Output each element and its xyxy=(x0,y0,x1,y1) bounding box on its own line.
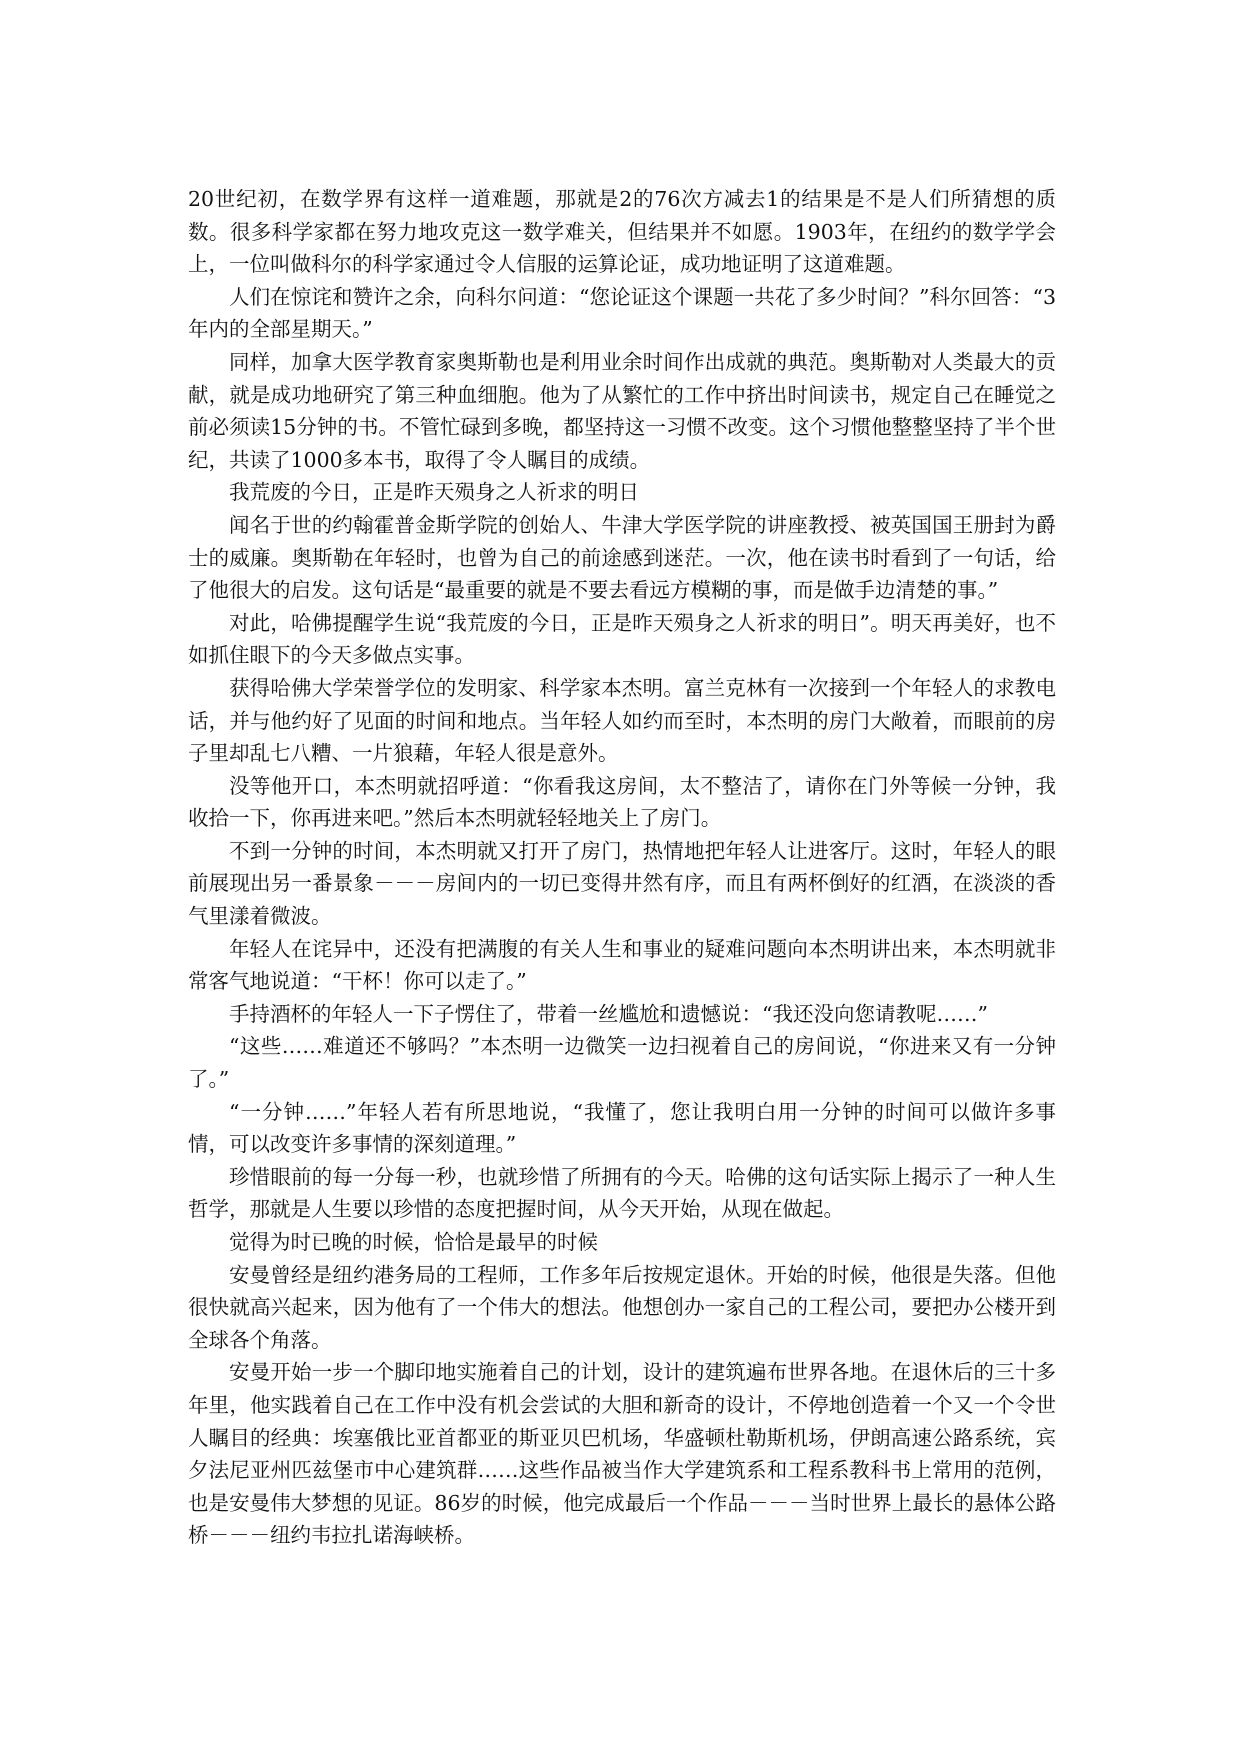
section-heading-1: 我荒废的今日，正是昨天殒身之人祈求的明日 xyxy=(229,480,639,505)
paragraph-1: 20世纪初，在数学界有这样一道难题，那就是2的76次方减去1的结果是不是人们所猜想的质数。很多科学家都在努力地攻克这一数学难关，但结果并不如愿。1903年，在纽约的数学学会上，一位叫做科尔的科学家通过令人信服的运算论证，成功地证明了这道难题。 xyxy=(188,187,1056,277)
paragraph-13: “一分钟……”年轻人若有所思地说，“我懂了，您让我明白用一分钟的时间可以做许多事情，可以改变许多事情的深刻道理。” xyxy=(188,1099,1056,1157)
paragraph-2: 人们在惊诧和赞许之余，向科尔问道：“您论证这个课题一共花了多少时间？”科尔回答：“3年内的全部星期天。” xyxy=(188,284,1056,342)
paragraph-6: 对此，哈佛提醒学生说“我荒废的今日，正是昨天殒身之人祈求的明日”。明天再美好，也不如抓住眼下的今天多做点实事。 xyxy=(188,610,1056,668)
paragraph-17: 安曼开始一步一个脚印地实施着自己的计划，设计的建筑遍布世界各地。在退休后的三十多年里，他实践着自己在工作中没有机会尝试的大胆和新奇的设计，不停地创造着一个又一个令世人瞩目的经典：埃塞俄比亚首都亚的斯亚贝巴机场，华盛顿杜勒斯机场，伊朗高速公路系统，宾夕法尼亚州匹兹堡市中心建筑群……这些作品被当作大学建筑系和工程系教科书上常用的范例，也是安曼伟大梦想的见证。86岁的时候，他完成最后一个作品－－－当时世界上最长的悬体公路桥－－－纽约韦拉扎诺海峡桥。 xyxy=(188,1360,1056,1548)
section-heading-2: 觉得为时已晚的时候，恰恰是最早的时候 xyxy=(229,1230,598,1254)
paragraph-16: 安曼曾经是纽约港务局的工程师，工作多年后按规定退休。开始的时候，他很是失落。但他很快就高兴起来，因为他有了一个伟大的想法。他想创办一家自己的工程公司，要把办公楼开到全球各个角落。 xyxy=(188,1262,1056,1352)
paragraph-14: 珍惜眼前的每一分每一秒，也就珍惜了所拥有的今天。哈佛的这句话实际上揭示了一种人生哲学，那就是人生要以珍惜的态度把握时间，从今天开始，从现在做起。 xyxy=(188,1164,1056,1222)
paragraph-10: 年轻人在诧异中，还没有把满腹的有关人生和事业的疑难问题向本杰明讲出来，本杰明就非常客气地说道：“干杯！你可以走了。” xyxy=(188,936,1056,994)
paragraph-8: 没等他开口，本杰明就招呼道：“你看我这房间，太不整洁了，请你在门外等候一分钟，我收拾一下，你再进来吧。”然后本杰明就轻轻地关上了房门。 xyxy=(188,773,1056,831)
paragraph-3: 同样，加拿大医学教育家奥斯勒也是利用业余时间作出成就的典范。奥斯勒对人类最大的贡献，就是成功地研究了第三种血细胞。他为了从繁忙的工作中挤出时间读书，规定自己在睡觉之前必须读15分钟的书。不管忙碌到多晚，都坚持这一习惯不改变。这个习惯他整整坚持了半个世纪，共读了1000多本书，取得了令人瞩目的成绩。 xyxy=(188,349,1056,472)
paragraph-5: 闻名于世的约翰霍普金斯学院的创始人、牛津大学医学院的讲座教授、被英国国王册封为爵士的威廉。奥斯勒在年轻时，也曾为自己的前途感到迷茫。一次，他在读书时看到了一句话，给了他很大的启发。这句话是“最重要的就是不要去看远方模糊的事，而是做手边清楚的事。” xyxy=(188,512,1056,603)
paragraph-9: 不到一分钟的时间，本杰明就又打开了房门，热情地把年轻人让进客厅。这时，年轻人的眼前展现出另一番景象－－－房间内的一切已变得井然有序，而且有两杯倒好的红酒，在淡淡的香气里漾着微波。 xyxy=(188,838,1056,929)
document-body xyxy=(188,183,1056,1552)
paragraph-7: 获得哈佛大学荣誉学位的发明家、科学家本杰明。富兰克林有一次接到一个年轻人的求教电话，并与他约好了见面的时间和地点。当年轻人如约而至时，本杰明的房门大敞着，而眼前的房子里却乱七八糟、一片狼藉，年轻人很是意外。 xyxy=(188,675,1056,766)
paragraph-12: “这些……难道还不够吗？”本杰明一边微笑一边扫视着自己的房间说，“你进来又有一分钟了。” xyxy=(188,1034,1056,1092)
paragraph-11: 手持酒杯的年轻人一下子愣住了，带着一丝尴尬和遗憾说：“我还没向您请教呢……” xyxy=(229,1001,988,1026)
